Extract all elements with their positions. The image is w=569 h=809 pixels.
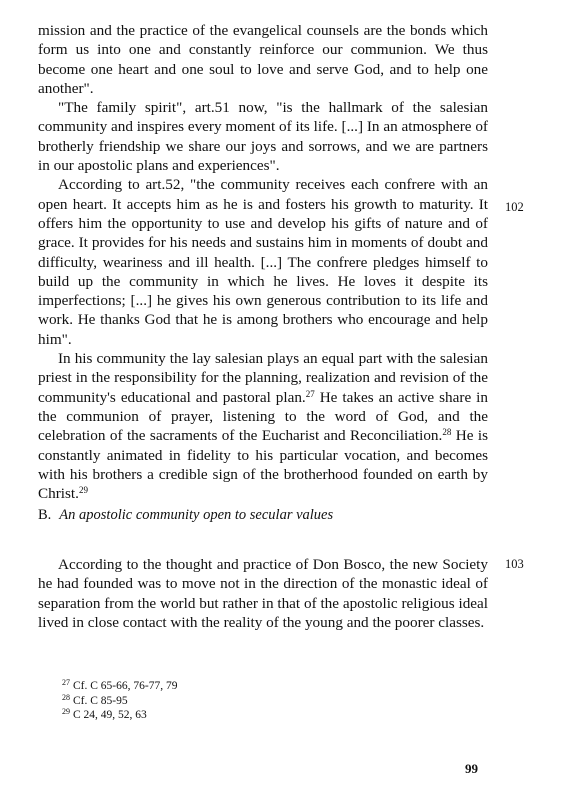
footnote [62,694,362,709]
paragraph-4 [38,349,488,503]
paragraph-2: "The family spirit", art.51 now, "is the hallmark of the salesian community and inspires every moment of its life. [...] In an atmosphere of brotherly friendship we share our joys and sorrows, and we are partners in our apostolic plans and experiences". [38,99,488,175]
section-heading [38,506,488,525]
footnote-text: Cf. C 85-95 [73,694,128,707]
footnote-text: Cf. C 65-66, 76-77, 79 [73,680,178,692]
body-text-lower [38,555,488,632]
section-letter: B. [38,507,52,523]
margin-number-102: 102 [505,200,524,214]
margin-number-103: 103 [505,557,524,571]
paragraph-5: According to the thought and practice of Don Bosco, the new Society he had founded was to move not in the direction of the monastic ideal of separation from the world but rather in that of the apostolic religious ideal lived in close contact with the reality of the young and the poorer classes. [38,556,488,631]
footnotes [62,679,362,723]
footnote-number: 27 [62,678,70,687]
paragraph-4-part-a: In his community the lay salesian plays an equal part with the salesian priest in the responsibility for the planning, realization and revision of the community's educational and pastoral plan. [38,350,488,406]
paragraph-1: mission and the practice of the evangelical counsels are the bonds which form us into one and constantly reinforce our communion. We thus become one heart and one soul to love and serve God, and to help one another". [38,22,488,97]
footnote-number: 28 [62,692,70,702]
section-title: An apostolic community open to secular values [59,507,334,523]
footnote [62,679,362,694]
paragraph-3: According to art.52, "the community receives each confrere with an open heart. It accepts him as he is and fosters his growth to maturity. It offers him the opportunity to use and develop his gifts of nature and of grace. It provides for his needs and sustains him in moments of doubt and difficulty, weariness and ill health. [...] The confrere pledges himself to build up the community in which he lives. He loves it despite its imperfections; [...] he gives his own generous contribution to its life and work. He thanks God that he is among brothers who encourage and help him". [38,176,488,348]
paragraph-4-part-c: He is constantly animated in fidelity to his particular vocation, and becomes with his brothers a credible sign of the brotherhood founded on earth by Christ. [38,427,488,503]
footnote-number: 29 [62,707,70,716]
body-text-upper [38,21,488,503]
footnote-ref-29: 29 [78,485,88,496]
paragraph-4-part-b: He takes an active share in the communion of prayer, listening to the word of God, and the celebration of the sacraments of the Eucharist and Reconciliation. [38,388,488,445]
footnote-ref-27: 27 [305,388,315,399]
footnote-ref-28: 28 [442,427,452,438]
page-number: 99 [465,761,478,776]
footnote-text: C 24, 49, 52, 63 [73,709,147,721]
footnote [62,708,362,723]
